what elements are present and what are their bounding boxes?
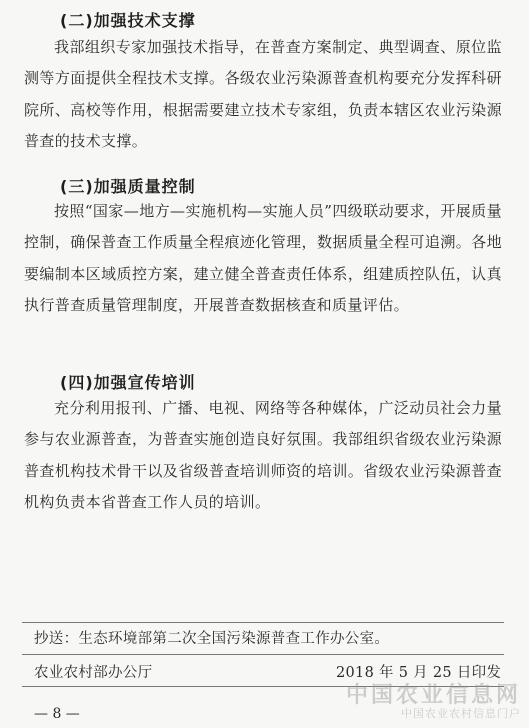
page-number: — 8 — xyxy=(34,706,80,722)
footer-rule-top xyxy=(22,622,504,623)
issue-date: 2018 年 5 月 25 日印发 xyxy=(336,665,502,681)
site-watermark xyxy=(346,684,521,720)
section-body-quality-control: 按照“国家—地方—实施机构—实施人员”四级联动要求，开展质量控制，确保普查工作质量全程痕迹化管理，数据质量全程可追溯。各地要编制本区域质控方案，建立健全普查责任体系，组建质控队伍，认真执行普查质量管理制度，开展普查数据核查和质量评估。 xyxy=(24,202,502,314)
watermark-main-text: 中国农业信息网 xyxy=(345,682,521,708)
cc-line: 抄送：生态环境部第二次全国污染源普查工作办公室。 xyxy=(34,631,390,647)
issuer-name: 农业农村部办公厅 xyxy=(34,665,153,681)
footer-rule-middle xyxy=(22,654,504,655)
section-body-tech-support: 我部组织专家加强技术指导，在普查方案制定、典型调查、原位监测等方面提供全程技术支撑。各级农业污染源普查机构要充分发挥科研院所、高校等作用，根据需要建立技术专家组，负责本辖区农业污染源普查的技术支撑。 xyxy=(24,38,502,150)
section-heading-publicity-training: (四)加强宣传培训 xyxy=(60,373,196,392)
section-body-publicity-training: 充分利用报刊、广播、电视、网络等各种媒体，广泛动员社会力量参与农业源普查，为普查实施创造良好氛围。我部组织省级农业污染源普查机构技术骨干以及省级普查培训师资的培训。省级农业污染源普查机构负责本省普查工作人员的培训。 xyxy=(24,399,502,511)
section-heading-quality-control: (三)加强质量控制 xyxy=(60,177,196,196)
section-heading-tech-support: (二)加强技术支撑 xyxy=(60,11,196,30)
watermark-sub-text: 中国农业农村信息门户 xyxy=(401,706,521,720)
